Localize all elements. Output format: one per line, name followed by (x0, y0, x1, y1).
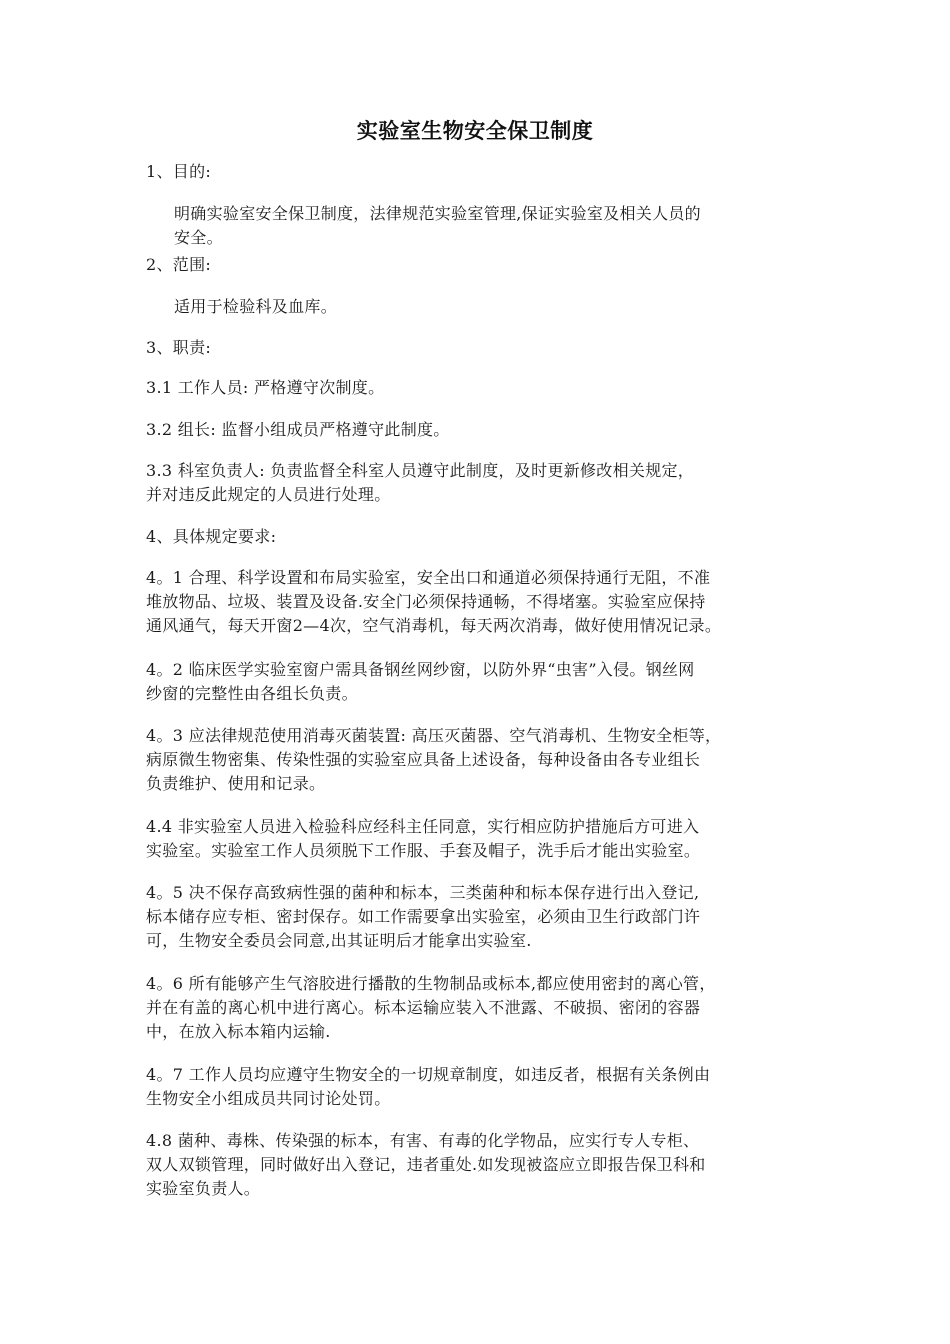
paragraph-purpose (174, 202, 824, 250)
paragraph-4-1 (146, 566, 826, 638)
text-line: 实验室负责人。 (146, 1179, 261, 1198)
text-line: 并对违反此规定的人员进行处理。 (146, 485, 391, 504)
text-line: 堆放物品、垃圾、装置及设备.安全门必须保持通畅，不得堵塞。实验室应保持 (146, 592, 706, 611)
paragraph-4-3 (146, 724, 826, 796)
section-heading-requirements (146, 525, 826, 549)
text-line: 病原微生物密集、传染性强的实验室应具备上述设备，每种设备由各专业组长 (146, 750, 701, 769)
text-line: 双人双锁管理，同时做好出入登记，违者重处.如发现被盗应立即报告保卫科和 (146, 1155, 706, 1174)
text-line: 4。2 临床医学实验室窗户需具备钢丝网纱窗，以防外界“虫害”入侵。钢丝网 (146, 660, 695, 679)
text-line: 安全。 (174, 228, 223, 247)
paragraph-4-2 (146, 658, 826, 706)
text-line: 2、范围: (146, 255, 212, 274)
text-line: 4。7 工作人员均应遵守生物安全的一切规章制度，如违反者，根据有关条例由 (146, 1065, 711, 1084)
text-line: 4。6 所有能够产生气溶胶进行播散的生物制品或标本,都应使用密封的离心管， (146, 974, 716, 993)
text-line: 3、职责: (146, 338, 212, 357)
text-line: 3.3 科室负责人: 负责监督全科室人员遵守此制度，及时更新修改相关规定， (146, 461, 695, 480)
text-line: 生物安全小组成员共同讨论处罚。 (146, 1089, 391, 1108)
text-line: 4。3 应法律规范使用消毒灭菌装置: 高压灭菌器、空气消毒机、生物安全柜等， (146, 726, 722, 745)
text-line: 3.2 组长: 监督小组成员严格遵守此制度。 (146, 420, 450, 439)
text-line: 负责维护、使用和记录。 (146, 774, 326, 793)
text-line: 明确实验室安全保卫制度，法律规范实验室管理,保证实验室及相关人员的 (174, 204, 701, 223)
paragraph-4-6 (146, 972, 826, 1044)
section-heading-duties (146, 336, 826, 360)
text-line: 4。1 合理、科学设置和布局实验室，安全出口和通道必须保持通行无阻，不准 (146, 568, 711, 587)
text-line: 实验室。实验室工作人员须脱下工作服、手套及帽子，洗手后才能出实验室。 (146, 841, 701, 860)
text-line: 4.4 非实验室人员进入检验科应经科主任同意，实行相应防护措施后方可进入 (146, 817, 700, 836)
text-line: 通风通气，每天开窗2—4次，空气消毒机，每天两次消毒，做好使用情况记录。 (146, 616, 722, 635)
text-line: 适用于检验科及血库。 (174, 297, 338, 316)
document-title: 实验室生物安全保卫制度 (356, 119, 594, 143)
text-line: 标本储存应专柜、密封保存。如工作需要拿出实验室，必须由卫生行政部门许 (146, 907, 701, 926)
text-line: 纱窗的完整性由各组长负责。 (146, 684, 358, 703)
text-line: 4.8 菌种、毒株、传染强的标本，有害、有毒的化学物品，应实行专人专柜、 (146, 1131, 700, 1150)
text-line: 4、具体规定要求: (146, 527, 277, 546)
paragraph-4-8 (146, 1129, 826, 1201)
section-heading-purpose (146, 160, 826, 184)
paragraph-3-3 (146, 459, 826, 507)
text-line: 并在有盖的离心机中进行离心。标本运输应装入不泄露、不破损、密闭的容器 (146, 998, 701, 1017)
text-line: 1、目的: (146, 162, 212, 181)
text-line: 3.1 工作人员: 严格遵守次制度。 (146, 378, 385, 397)
paragraph-4-4 (146, 815, 826, 863)
text-line: 中，在放入标本箱内运输. (146, 1022, 331, 1041)
paragraph-3-2 (146, 418, 826, 442)
paragraph-3-1 (146, 376, 826, 400)
paragraph-4-5 (146, 881, 826, 953)
paragraph-4-7 (146, 1063, 826, 1111)
text-line: 可，生物安全委员会同意,出其证明后才能拿出实验室. (146, 931, 532, 950)
section-heading-scope (146, 253, 826, 277)
paragraph-scope (174, 295, 824, 319)
text-line: 4。5 决不保存高致病性强的菌种和标本，三类菌种和标本保存进行出入登记, (146, 883, 700, 902)
